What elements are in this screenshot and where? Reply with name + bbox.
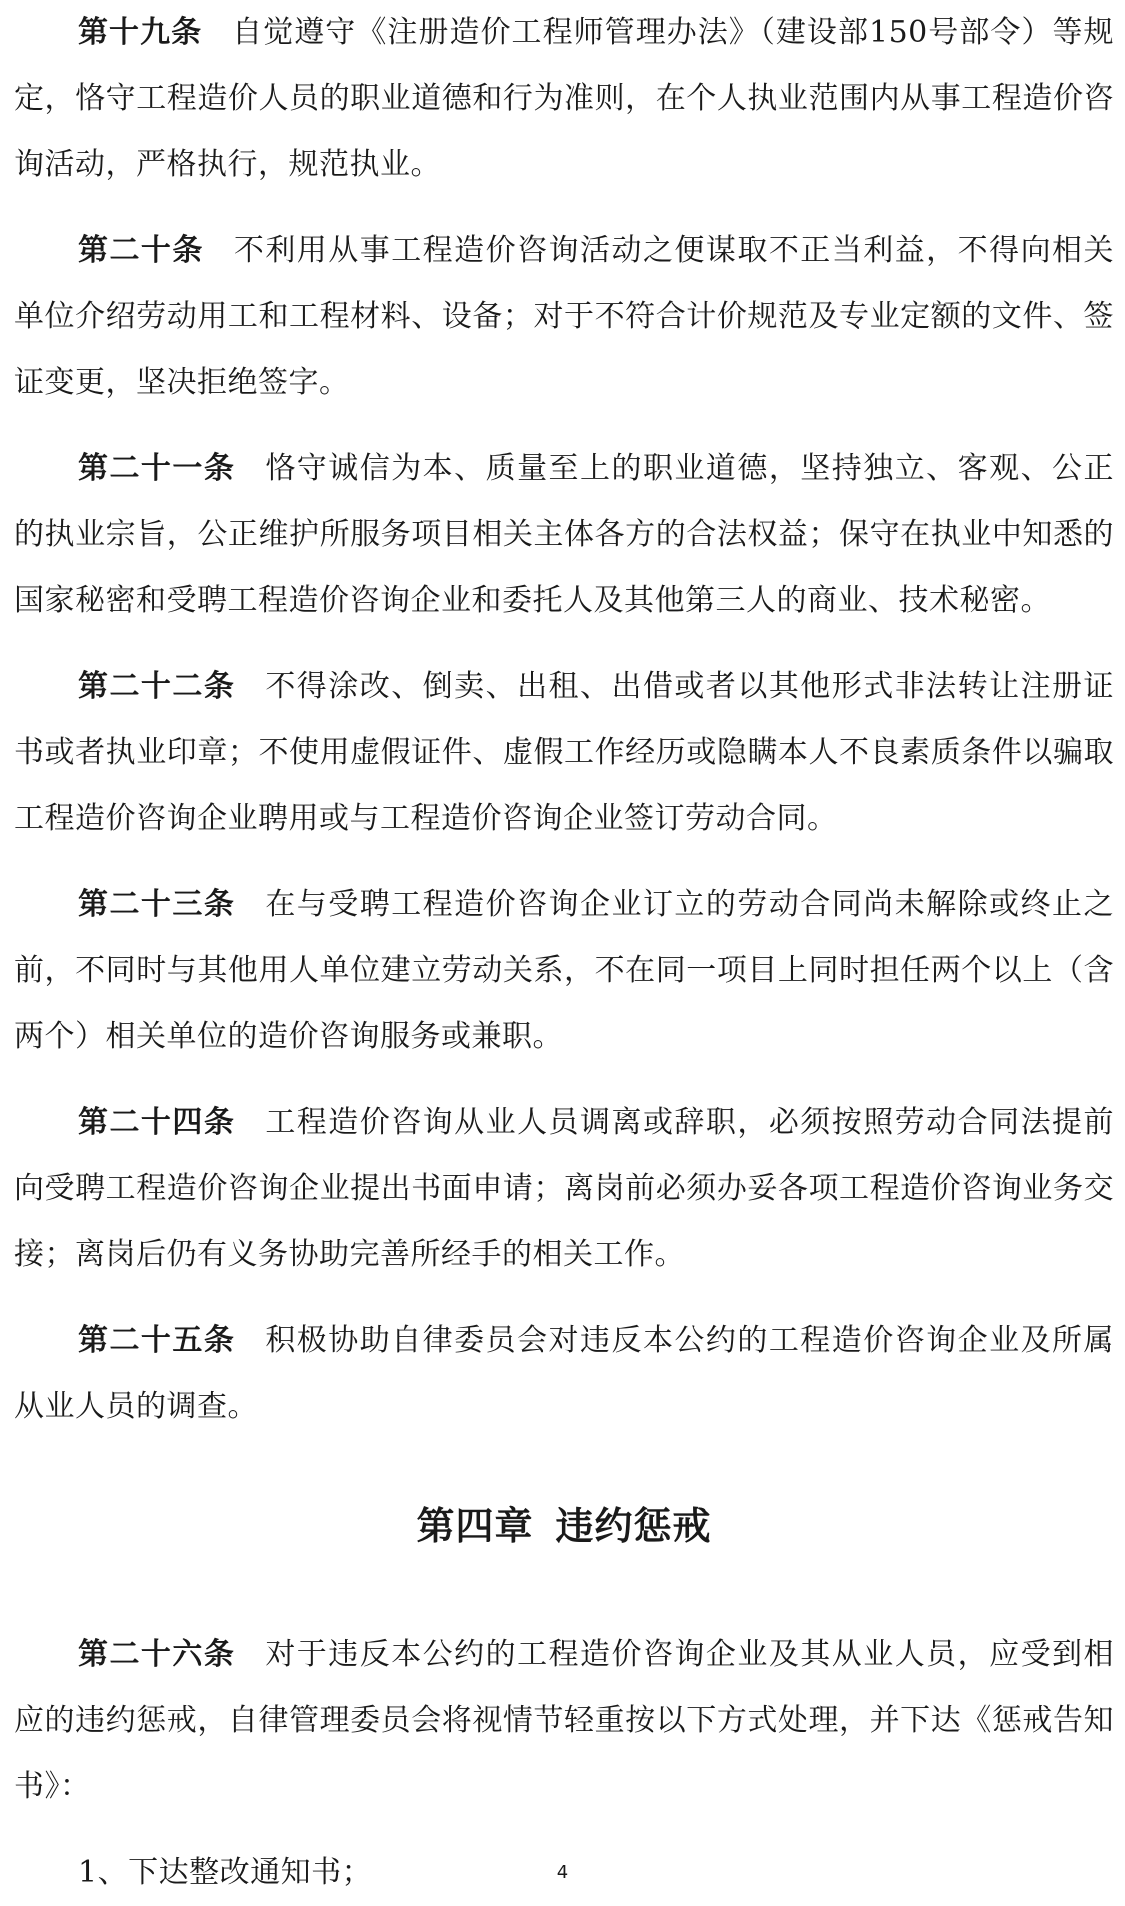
list-item: 1、下达整改通知书； xyxy=(78,1855,373,1890)
chapter-name: 违约惩戒 xyxy=(555,1504,712,1548)
article-number: 第二十条 xyxy=(78,233,204,268)
article-text: 积极协助自律委员会对违反本公约的工程造价咨询企业及所属从业人员的调查。 xyxy=(14,1323,1115,1424)
article-number: 第二十二条 xyxy=(78,669,236,704)
article-23 xyxy=(14,872,1114,1070)
article-text: 在与受聘工程造价咨询企业订立的劳动合同尚未解除或终止之前，不同时与其他用人单位建立劳动关系，不在同一项目上同时担任两个以上（含两个）相关单位的造价咨询服务或兼职。 xyxy=(14,887,1115,1054)
article-text: 自觉遵守《注册造价工程师管理办法》（建设部150号部令）等规定，恪守工程造价人员的职业道德和行为准则，在个人执业范围内从事工程造价咨询活动，严格执行，规范执业。 xyxy=(14,15,1115,182)
article-text: 工程造价咨询从业人员调离或辞职，必须按照劳动合同法提前向受聘工程造价咨询企业提出书面申请；离岗前必须办妥各项工程造价咨询业务交接；离岗后仍有义务协助完善所经手的相关工作。 xyxy=(14,1105,1115,1272)
article-number: 第二十六条 xyxy=(78,1637,236,1672)
article-number: 第十九条 xyxy=(78,15,203,50)
chapter-number: 第四章 xyxy=(416,1504,534,1548)
article-21 xyxy=(14,436,1114,634)
document-body xyxy=(14,0,1114,1906)
article-19 xyxy=(14,0,1114,198)
article-text: 不利用从事工程造价咨询活动之便谋取不正当利益，不得向相关单位介绍劳动用工和工程材料、设备；对于不符合计价规范及专业定额的文件、签证变更，坚决拒绝签字。 xyxy=(14,233,1115,400)
article-number: 第二十五条 xyxy=(78,1323,236,1358)
article-24 xyxy=(14,1090,1114,1288)
article-text: 对于违反本公约的工程造价咨询企业及其从业人员，应受到相应的违约惩戒，自律管理委员会将视情节轻重按以下方式处理，并下达《惩戒告知书》： xyxy=(14,1637,1115,1804)
article-text: 不得涂改、倒卖、出租、出借或者以其他形式非法转让注册证书或者执业印章；不使用虚假证件、虚假工作经历或隐瞒本人不良素质条件以骗取工程造价咨询企业聘用或与工程造价咨询企业签订劳动合同。 xyxy=(14,669,1115,836)
article-number: 第二十一条 xyxy=(78,451,236,486)
article-20 xyxy=(14,218,1114,416)
article-text: 恪守诚信为本、质量至上的职业道德，坚持独立、客观、公正的执业宗旨，公正维护所服务项目相关主体各方的合法权益；保守在执业中知悉的国家秘密和受聘工程造价咨询企业和委托人及其他第三人的商业、技术秘密。 xyxy=(14,451,1115,618)
article-26 xyxy=(14,1622,1114,1820)
page-number: 4 xyxy=(556,1862,569,1883)
article-number: 第二十四条 xyxy=(78,1105,236,1140)
chapter-title xyxy=(14,1498,1114,1554)
article-number: 第二十三条 xyxy=(78,887,236,922)
article-25 xyxy=(14,1308,1114,1440)
article-22 xyxy=(14,654,1114,852)
